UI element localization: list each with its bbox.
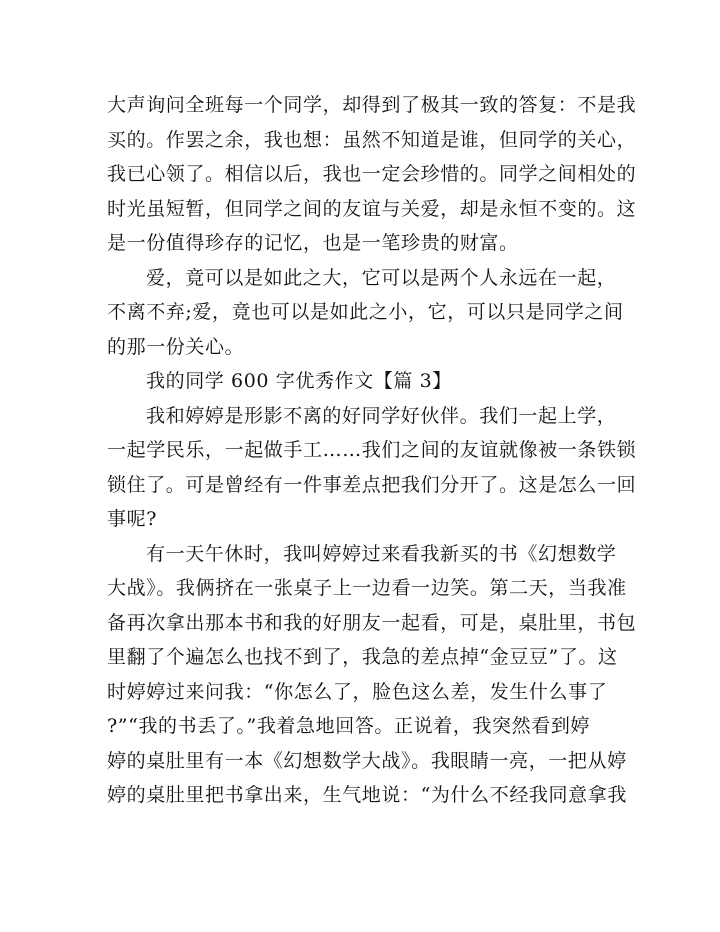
section-heading: 我的同学 600 字优秀作文【篇 3】 (146, 370, 452, 392)
paragraph-4-line-4: 里翻了个遍怎么也找不到了，我急的差点掉“金豆豆”了。这 (107, 646, 618, 668)
paragraph-4-line-1: 有一天午休时，我叫婷婷过来看我新买的书《幻想数学 (146, 542, 617, 565)
paragraph-2-line-2: 不离不弃;爱，竟也可以是如此之小，它，可以只是同学之间 (107, 301, 624, 323)
paragraph-3-line-4: 事呢? (107, 508, 157, 530)
paragraph-2-line-1: 爱，竟可以是如此之大，它可以是两个人永远在一起， (146, 266, 617, 289)
paragraph-4-line-5: 时婷婷过来问我：“你怎么了，脸色这么差，发生什么事了 (107, 680, 608, 703)
paragraph-1-line-1: 大声询问全班每一个同学，却得到了极其一致的答复：不是我 (107, 94, 637, 116)
paragraph-3-line-1: 我和婷婷是形影不离的好同学好伙伴。我们一起上学， (146, 404, 617, 427)
paragraph-4-line-7: 婷的桌肚里有一本《幻想数学大战》。我眼睛一亮，一把从婷 (107, 749, 627, 772)
paragraph-4-line-6: ?”“我的书丢了。”我着急地回答。正说着，我突然看到婷 (107, 715, 591, 737)
paragraph-4-line-3: 备再次拿出那本书和我的好朋友一起看，可是，桌肚里，书包 (107, 611, 637, 634)
paragraph-3-line-3: 锁住了。可是曾经有一件事差点把我们分开了。这是怎么一回 (107, 473, 637, 496)
paragraph-1-line-3: 我已心领了。相信以后，我也一定会珍惜的。同学之间相处的 (107, 163, 637, 185)
paragraph-1-line-4: 时光虽短暂，但同学之间的友谊与关爱，却是永恒不变的。这 (107, 197, 637, 220)
paragraph-3-line-2: 一起学民乐，一起做手工……我们之间的友谊就像被一条铁锁 (107, 439, 637, 461)
paragraph-2-line-3: 的那一份关心。 (107, 335, 245, 358)
paragraph-4-line-8: 婷的桌肚里把书拿出来，生气地说：“为什么不经我同意拿我 (107, 784, 627, 806)
paragraph-1-line-5: 是一份值得珍存的记忆，也是一笔珍贵的财富。 (107, 232, 519, 254)
paragraph-1-line-2: 买的。作罢之余，我也想：虽然不知道是谁，但同学的关心， (107, 128, 637, 151)
paragraph-4-line-2: 大战》。我俩挤在一张桌子上一边看一边笑。第二天，当我准 (107, 577, 627, 599)
